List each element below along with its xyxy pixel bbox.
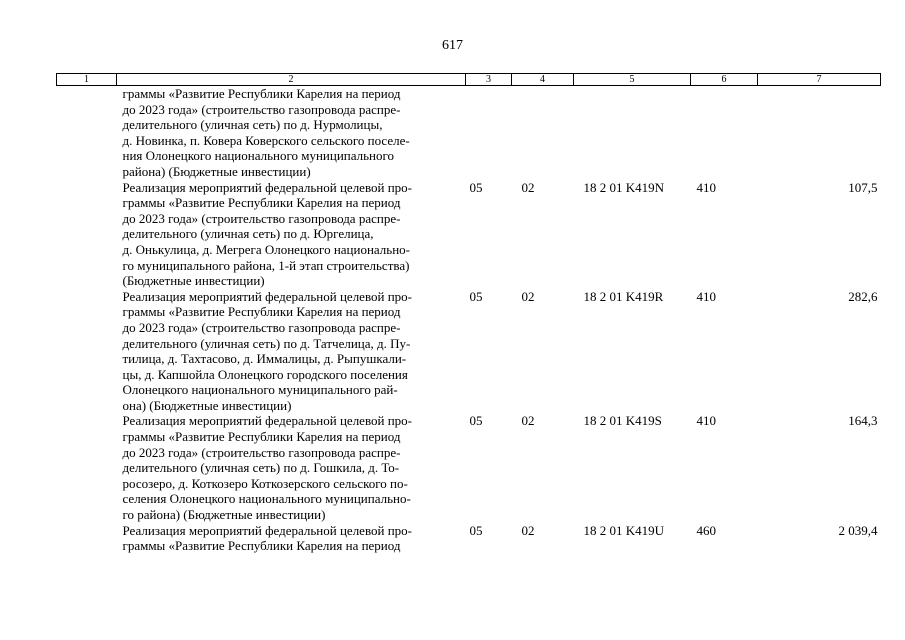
- table-row: [57, 413, 881, 522]
- column-header-4: 4: [512, 74, 574, 86]
- cell-row-number: [57, 289, 117, 414]
- description-line: тилица, д. Тахтасово, д. Иммалицы, д. Рыпушкали-: [122, 351, 407, 367]
- table-row: [57, 289, 881, 414]
- description-line: цы, д. Капшойла Олонецкого городского поселения: [122, 366, 408, 382]
- cell-description: [117, 413, 466, 522]
- cell-subsection-code: 02: [521, 522, 535, 538]
- description-line: граммы «Развитие Республики Карелия на период: [122, 86, 401, 101]
- description-line: Реализация мероприятий федеральной целевой про-: [122, 413, 412, 429]
- description-line: до 2023 года» (строительство газопровода распре-: [122, 101, 401, 117]
- cell-description: [117, 289, 466, 414]
- page-number: 617: [442, 38, 463, 53]
- cell-amount: [758, 86, 881, 180]
- budget-table: [56, 73, 881, 554]
- cell-section-code: 05: [469, 179, 483, 195]
- cell-row-number: [57, 523, 117, 554]
- table-row: [57, 86, 881, 180]
- column-header-1: 1: [57, 74, 117, 86]
- cell-row-number: [57, 86, 117, 180]
- cell-subsection-code: [512, 86, 574, 180]
- description-line: Реализация мероприятий федеральной целевой про-: [122, 179, 412, 195]
- cell-section-code: 05: [469, 288, 483, 304]
- cell-subsection-code: 02: [521, 413, 535, 429]
- description-line: до 2023 года» (строительство газопровода распре-: [122, 444, 401, 460]
- column-header-2: 2: [117, 74, 466, 86]
- cell-amount: 282,6: [848, 288, 878, 304]
- column-header-3: 3: [466, 74, 512, 86]
- description-line: граммы «Развитие Республики Карелия на период: [122, 304, 401, 320]
- description-line: росозеро, д. Коткозеро Коткозерского сельского по-: [122, 475, 408, 491]
- cell-description: [117, 180, 466, 289]
- description-line: граммы «Развитие Республики Карелия на период: [122, 195, 401, 211]
- table-row: [57, 180, 881, 289]
- cell-expense-type: 410: [696, 288, 716, 304]
- description-line: д. Онькулица, д. Мегрега Олонецкого национально-: [122, 241, 411, 257]
- column-header-6: 6: [691, 74, 758, 86]
- cell-expense-type: 410: [696, 413, 716, 429]
- cell-expense-type: [691, 86, 758, 180]
- description-line: делительного (уличная сеть) по д. Гошкила, д. То-: [122, 460, 400, 476]
- cell-target-article: 18 2 01 K419N: [583, 179, 665, 195]
- cell-target-article: 18 2 01 K419S: [583, 413, 662, 429]
- cell-target-article: 18 2 01 K419R: [583, 288, 664, 304]
- cell-description: [117, 86, 466, 180]
- description-line: граммы «Развитие Республики Карелия на период: [122, 429, 401, 445]
- description-line: граммы «Развитие Республики Карелия на период: [122, 538, 401, 554]
- description-line: делительного (уличная сеть) по д. Юргелица,: [122, 226, 374, 242]
- description-line: до 2023 года» (строительство газопровода распре-: [122, 319, 401, 335]
- description-line: го муниципального района, 1-й этап строительства): [122, 257, 410, 273]
- cell-section-code: [466, 86, 512, 180]
- table-body: [57, 86, 881, 554]
- description-line: делительного (уличная сеть) по д. Татчелица, д. Пу-: [122, 335, 411, 351]
- column-header-7: 7: [758, 74, 881, 86]
- description-line: (Бюджетные инвестиции): [122, 273, 265, 289]
- cell-section-code: 05: [469, 413, 483, 429]
- description-line: Олонецкого национального муниципального рай-: [122, 382, 398, 398]
- cell-subsection-code: 02: [521, 288, 535, 304]
- cell-subsection-code: 02: [521, 179, 535, 195]
- description-line: ния Олонецкого национального муниципального: [122, 148, 395, 164]
- cell-expense-type: 410: [696, 179, 716, 195]
- cell-expense-type: 460: [696, 522, 716, 538]
- description-line: Реализация мероприятий федеральной целевой про-: [122, 522, 412, 538]
- description-line: района) (Бюджетные инвестиции): [122, 163, 311, 179]
- cell-description: [117, 523, 466, 554]
- cell-target-article: [574, 86, 691, 180]
- description-line: д. Новинка, п. Ковера Коверского сельского поселе-: [122, 132, 410, 148]
- table-row: [57, 523, 881, 554]
- cell-row-number: [57, 180, 117, 289]
- table-header-row: [57, 74, 881, 86]
- description-line: го района) (Бюджетные инвестиции): [122, 507, 326, 523]
- cell-amount: 107,5: [848, 179, 878, 195]
- cell-section-code: 05: [469, 522, 483, 538]
- cell-target-article: 18 2 01 K419U: [583, 522, 665, 538]
- description-line: она) (Бюджетные инвестиции): [122, 397, 292, 413]
- description-line: Реализация мероприятий федеральной целевой про-: [122, 288, 412, 304]
- column-header-5: 5: [574, 74, 691, 86]
- description-line: до 2023 года» (строительство газопровода распре-: [122, 210, 401, 226]
- cell-amount: 164,3: [848, 413, 878, 429]
- description-line: делительного (уличная сеть) по д. Нурмолицы,: [122, 117, 383, 133]
- cell-amount: 2 039,4: [838, 522, 878, 538]
- cell-row-number: [57, 413, 117, 522]
- description-line: селения Олонецкого национального муниципально-: [122, 491, 411, 507]
